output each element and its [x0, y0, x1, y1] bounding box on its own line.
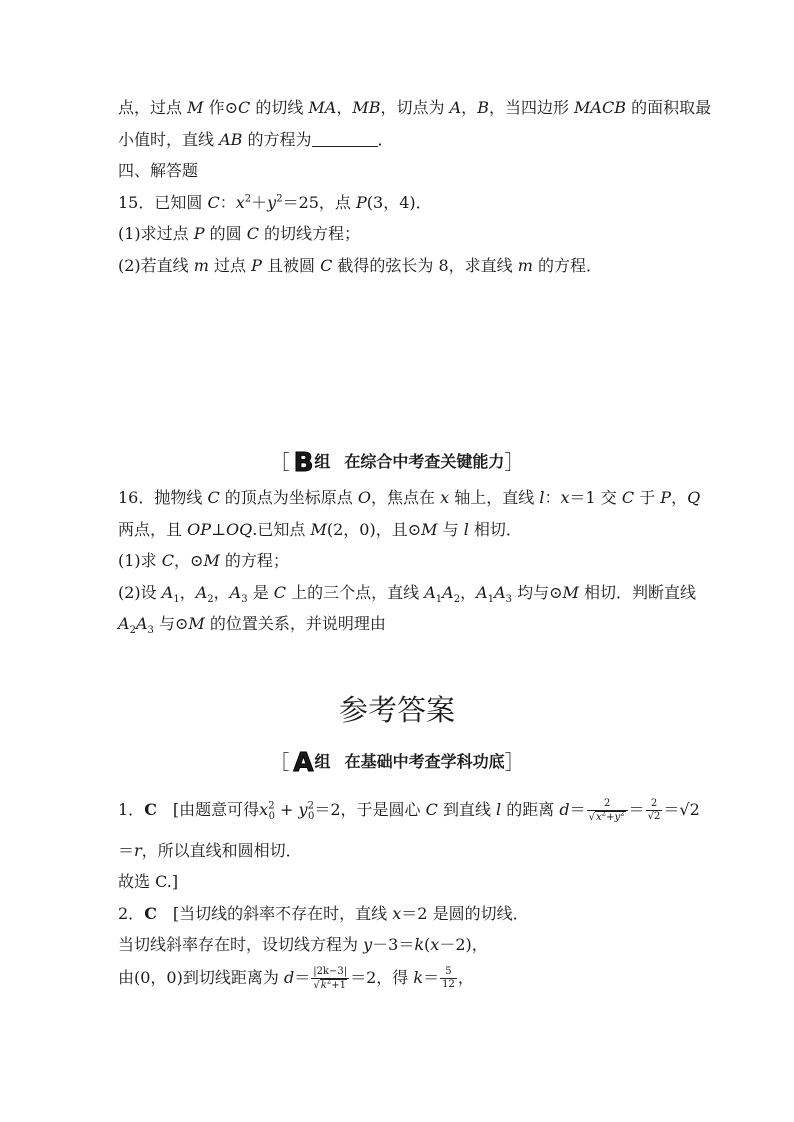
text: 轴上，直线: [449, 488, 540, 507]
var: x: [440, 488, 450, 507]
fraction-denominator: $√k^2+1$: [313, 977, 346, 991]
text: +1: [331, 979, 346, 991]
text: 过点: [208, 256, 252, 275]
var: C: [320, 256, 333, 275]
text: [当切线的斜率不存在时，直线: [156, 904, 393, 923]
group-letter: A: [293, 748, 313, 778]
var: M: [421, 520, 438, 539]
fraction-denominator: 12: [442, 979, 455, 990]
text: ，: [336, 98, 353, 117]
text: 的切线: [250, 98, 309, 117]
text: 与: [437, 520, 464, 539]
answer-choice: C: [144, 904, 157, 923]
var: OP: [187, 520, 211, 539]
var: A: [118, 614, 130, 633]
text: ，: [179, 583, 196, 602]
text: ＋: [251, 193, 268, 212]
var: M: [203, 551, 220, 570]
var: OQ: [226, 520, 253, 539]
text: ⊥: [210, 520, 227, 539]
var: x: [560, 488, 570, 507]
exponent: 2: [244, 193, 252, 205]
text: ：: [544, 488, 561, 507]
fraction: [587, 798, 628, 824]
text: －3＝: [372, 935, 415, 954]
var: l: [539, 488, 545, 507]
var: x: [430, 935, 440, 954]
text: ：: [219, 193, 236, 212]
answer-choice: C: [144, 800, 157, 819]
text: ，当四边形: [488, 98, 575, 117]
text: ＝: [663, 800, 680, 819]
text: ＝1 交: [569, 488, 622, 507]
text: .已知点: [252, 520, 311, 539]
text: ＝: [569, 800, 586, 819]
text: (2，0)，且⊙: [326, 520, 422, 539]
text: ＝: [118, 841, 135, 860]
var: C: [621, 488, 635, 507]
section-title: 四、解答题: [118, 161, 199, 180]
var: MA: [308, 98, 337, 117]
a2-line-1: [118, 903, 529, 925]
fraction-numerator: |2k−3|: [313, 965, 348, 977]
text: ，: [461, 98, 478, 117]
text: ＝2，得: [350, 968, 414, 987]
var: k: [414, 935, 425, 954]
var: x: [596, 811, 602, 823]
text: (1)求: [118, 551, 162, 570]
var: y: [614, 811, 621, 823]
var: A: [476, 583, 488, 602]
text: 小值时，直线: [118, 130, 220, 149]
text: (3，4)．: [366, 193, 432, 212]
a1-line-1: [118, 795, 700, 825]
var: M: [187, 98, 204, 117]
var: y: [267, 193, 277, 212]
var: k: [320, 979, 327, 991]
var: m: [193, 256, 209, 275]
var: C: [237, 98, 251, 117]
q16-line-2: [118, 519, 522, 541]
text: ＝25，点: [282, 193, 357, 212]
var: r: [134, 841, 142, 860]
var: d: [559, 800, 570, 819]
text: 的距离: [501, 800, 560, 819]
var: MB: [352, 98, 381, 117]
text: [由题意可得: [156, 800, 260, 819]
text: ＝2 是圆的切线．: [401, 904, 529, 923]
var: A: [161, 583, 174, 602]
text: (2)若直线: [118, 256, 194, 275]
subscript: 2: [453, 594, 461, 606]
var: x: [392, 904, 402, 923]
text: 的方程为: [242, 130, 312, 149]
text: 是: [247, 583, 274, 602]
var: A: [195, 583, 208, 602]
exponent: 2: [620, 809, 625, 818]
bracket-close: ］: [504, 450, 525, 474]
text: 到直线: [437, 800, 497, 819]
subscript: 1: [487, 594, 495, 606]
group-b-header: [0, 448, 794, 477]
var: A: [135, 614, 148, 633]
fraction: [646, 798, 663, 823]
text: ．: [377, 130, 394, 149]
var: C: [207, 488, 220, 507]
exponent: 2: [276, 193, 283, 205]
var: A: [424, 583, 436, 602]
q15-stem: [118, 192, 432, 214]
text: 于: [634, 488, 661, 507]
text: 的位置关系，并说明理由: [204, 614, 386, 633]
fraction-numerator: 5: [440, 966, 457, 979]
q15-part-1: [118, 223, 360, 245]
text: －2)，: [439, 935, 488, 954]
q16-line-1: [118, 487, 700, 509]
text: +: [274, 800, 299, 819]
bracket-close: ］: [504, 750, 525, 774]
answer-number: 2．: [118, 904, 145, 923]
text: 且被圆: [261, 256, 321, 275]
answer-section-title: 参考答案: [338, 693, 455, 727]
text: 两点，且: [118, 520, 188, 539]
fraction-numerator: 2: [646, 798, 663, 811]
text: ，: [460, 583, 477, 602]
text: 上的三个点，直线: [286, 583, 425, 602]
var: MACB: [574, 98, 626, 117]
subscript: 2: [129, 625, 136, 637]
var: P: [193, 224, 205, 243]
answer-number: 1．: [118, 800, 145, 819]
var: C: [425, 800, 438, 819]
text: 点，过点: [118, 98, 188, 117]
fraction: [440, 966, 457, 991]
q14-line-1: [118, 97, 711, 119]
q16-line-4: [118, 582, 696, 604]
group-letter: B: [293, 448, 313, 478]
var: m: [517, 256, 533, 275]
text: (: [424, 935, 431, 954]
bracket-open: ［: [269, 450, 290, 474]
var: A: [229, 583, 242, 602]
var: A: [442, 583, 454, 602]
subscript: 3: [241, 594, 248, 606]
group-label: 组: [314, 452, 331, 471]
a1-line-2: [118, 840, 302, 862]
var: x: [259, 800, 269, 819]
sqrt-value: √2: [679, 800, 700, 819]
answer-blank[interactable]: [312, 132, 378, 147]
subscript: 3: [147, 625, 154, 637]
fraction-denominator: $√x^2+y^2$: [588, 809, 625, 823]
text: 当切线斜率存在时，设切线方程为: [118, 935, 364, 954]
q16-line-3: [118, 550, 289, 572]
group-title: 在基础中考查学科功底: [344, 752, 505, 771]
text: 的方程；: [219, 551, 289, 570]
text: 由(0，0)到切线距离为: [118, 968, 284, 987]
text: 的面积取最: [625, 98, 712, 117]
text: ＝: [423, 968, 440, 987]
text: 均与⊙: [512, 583, 563, 602]
var: A: [494, 583, 506, 602]
var: P: [251, 256, 262, 275]
fraction-denominator: √2: [647, 811, 661, 822]
var: Q: [687, 488, 701, 507]
text: ，: [213, 583, 230, 602]
var: AB: [219, 130, 243, 149]
fraction-numerator: 2: [587, 798, 628, 811]
text: 相切．判断直线: [578, 583, 696, 602]
text: ，: [671, 488, 688, 507]
var: P: [660, 488, 672, 507]
exponent: 2: [326, 977, 332, 986]
text: 相切．: [468, 520, 522, 539]
var: P: [356, 193, 367, 212]
text: ，切点为: [380, 98, 450, 117]
group-title: 在综合中考查关键能力: [344, 452, 505, 471]
text: ＝2，于是圆心: [314, 800, 426, 819]
a1-line-3: 故选 C.]: [118, 872, 179, 891]
var: O: [357, 488, 372, 507]
subscript: 1: [173, 594, 180, 606]
var: y: [298, 800, 308, 819]
subscript: 0: [268, 811, 275, 823]
var: M: [310, 520, 327, 539]
a2-line-3: [118, 963, 474, 993]
var: d: [283, 968, 295, 987]
subscript: 3: [505, 594, 512, 606]
text: 与⊙: [153, 614, 189, 633]
fraction: [311, 966, 349, 992]
text: ＝: [294, 968, 311, 987]
text: 的方程．: [532, 256, 603, 275]
var: B: [477, 98, 489, 117]
subscript: 1: [435, 594, 443, 606]
q14-line-2: [118, 129, 394, 151]
text: 的切线方程；: [258, 224, 361, 243]
q15-part-2: [118, 255, 602, 277]
q16-line-5: [118, 613, 386, 635]
var: l: [496, 800, 502, 819]
group-label: 组: [314, 752, 331, 771]
var: A: [449, 98, 462, 117]
var: M: [562, 583, 579, 602]
text: ＝: [628, 800, 645, 819]
var: C: [161, 551, 175, 570]
text: ，所以直线和圆相切．: [141, 841, 302, 860]
text: (2)设: [118, 583, 162, 602]
text: ，⊙: [174, 551, 204, 570]
var: M: [188, 614, 205, 633]
text: 截得的弦长为 8，求直线: [332, 256, 518, 275]
exponent: 2: [601, 809, 607, 818]
var: x: [235, 193, 245, 212]
text: 16．抛物线: [118, 488, 208, 507]
var: y: [363, 935, 373, 954]
subscript: 0: [307, 811, 315, 823]
text: ，焦点在: [371, 488, 441, 507]
text: 15．已知圆: [118, 193, 208, 212]
var: l: [463, 520, 469, 539]
group-a-header: [0, 748, 794, 777]
text: 的顶点为坐标原点: [219, 488, 358, 507]
text: 的圆: [204, 224, 247, 243]
exponent: 2: [307, 800, 314, 812]
var: C: [246, 224, 259, 243]
subscript: 2: [207, 594, 214, 606]
exponent: 2: [268, 800, 275, 812]
text: (1)求过点: [118, 224, 194, 243]
text: ，: [457, 968, 474, 987]
var: C: [207, 193, 220, 212]
var: C: [273, 583, 287, 602]
var: k: [413, 968, 424, 987]
text: 作⊙: [203, 98, 238, 117]
a2-line-2: [118, 934, 488, 956]
bracket-open: ［: [269, 750, 290, 774]
